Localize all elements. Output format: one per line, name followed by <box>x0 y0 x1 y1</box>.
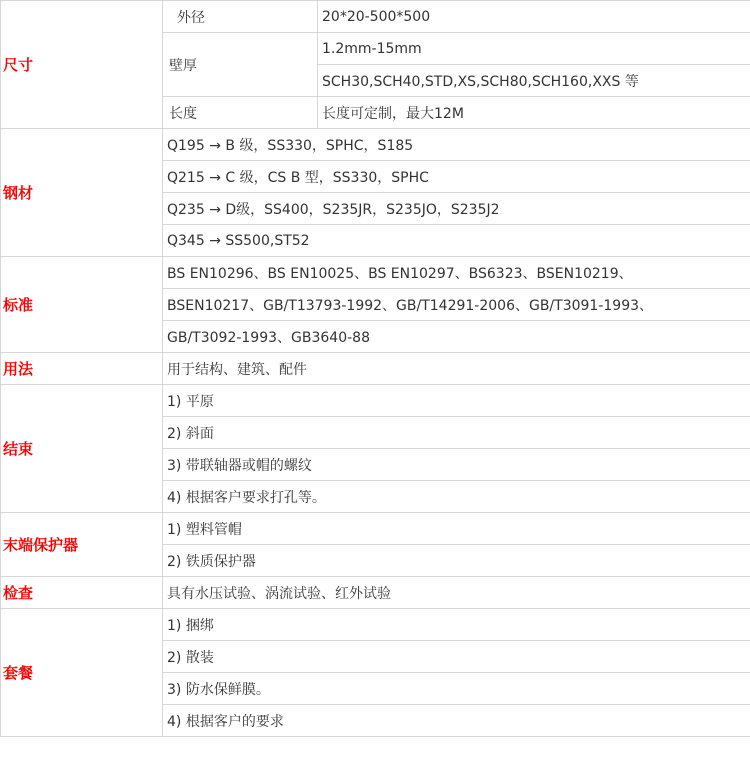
table-row <box>1 129 750 161</box>
category-ends: 结束 <box>1 385 163 513</box>
table-row <box>1 1 750 33</box>
standard-line: GB/T3092-1993、GB3640-88 <box>163 321 750 353</box>
end-type: 2) 斜面 <box>163 417 750 449</box>
wall-thickness-label: 壁厚 <box>163 33 318 97</box>
table-row <box>1 257 750 289</box>
category-standard: 标准 <box>1 257 163 353</box>
category-usage: 用法 <box>1 353 163 385</box>
table-row <box>1 513 750 545</box>
wall-thickness-schedule: SCH30,SCH40,STD,XS,SCH80,SCH160,XXS 等 <box>318 65 750 97</box>
wall-thickness-value: 1.2mm-15mm <box>318 33 750 65</box>
category-inspection: 检查 <box>1 577 163 609</box>
table-row <box>1 353 750 385</box>
steel-grade: Q215 → C 级，CS B 型，SS330，SPHC <box>163 161 750 193</box>
end-type: 3) 带联轴器或帽的螺纹 <box>163 449 750 481</box>
steel-grade: Q235 → D级，SS400，S235JR，S235JO，S235J2 <box>163 193 750 225</box>
outer-diameter-value: 20*20-500*500 <box>318 1 750 33</box>
usage-value: 用于结构、建筑、配件 <box>163 353 750 385</box>
table-row <box>1 385 750 417</box>
end-protector-type: 2) 铁质保护器 <box>163 545 750 577</box>
table-row <box>1 609 750 641</box>
package-type: 1) 捆绑 <box>163 609 750 641</box>
table-row <box>1 577 750 609</box>
package-type: 2) 散装 <box>163 641 750 673</box>
standard-line: BSEN10217、GB/T13793-1992、GB/T14291-2006、GB/T3091-1993、 <box>163 289 750 321</box>
end-type: 1) 平原 <box>163 385 750 417</box>
category-steel: 钢材 <box>1 129 163 257</box>
steel-grade: Q345 → SS500,ST52 <box>163 225 750 257</box>
category-size: 尺寸 <box>1 1 163 129</box>
package-type: 3) 防水保鲜膜。 <box>163 673 750 705</box>
category-end-protector: 末端保护器 <box>1 513 163 577</box>
standard-line: BS EN10296、BS EN10025、BS EN10297、BS6323、BSEN10219、 <box>163 257 750 289</box>
inspection-value: 具有水压试验、涡流试验、红外试验 <box>163 577 750 609</box>
length-value: 长度可定制，最大12M <box>318 97 750 129</box>
end-protector-type: 1) 塑料管帽 <box>163 513 750 545</box>
category-package: 套餐 <box>1 609 163 737</box>
end-type: 4) 根据客户要求打孔等。 <box>163 481 750 513</box>
steel-grade: Q195 → B 级，SS330，SPHC，S185 <box>163 129 750 161</box>
outer-diameter-label: 外径 <box>163 1 318 33</box>
package-type: 4) 根据客户的要求 <box>163 705 750 737</box>
length-label: 长度 <box>163 97 318 129</box>
